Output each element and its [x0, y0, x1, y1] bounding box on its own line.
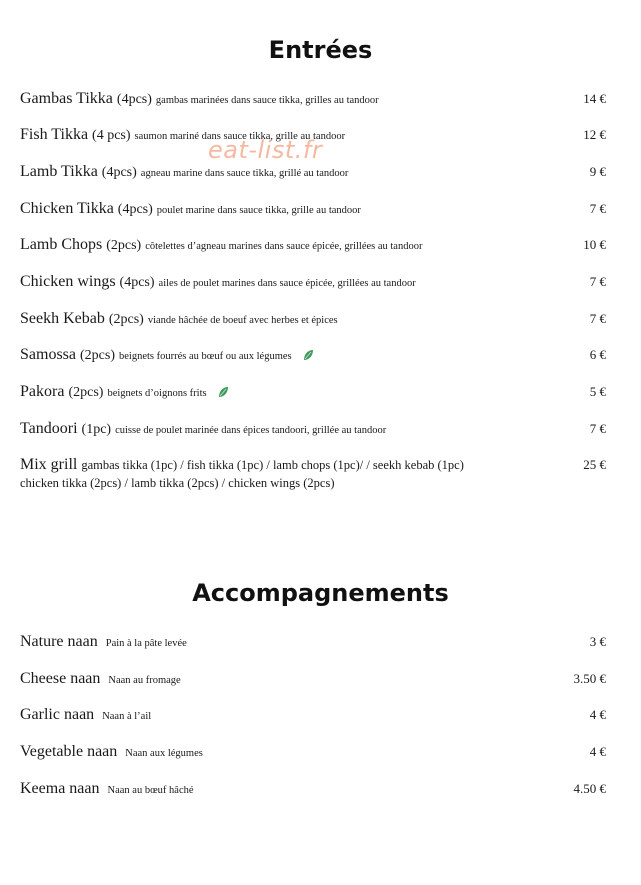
- menu-item: [20, 743, 606, 761]
- item-name: Samossa: [20, 346, 76, 363]
- item-desc: beignets fourrés au bœuf ou aux légumes: [119, 351, 292, 362]
- item-desc: Naan à l’ail: [102, 711, 152, 722]
- item-qty: (2pcs): [106, 238, 142, 253]
- item-price: 9 €: [589, 164, 606, 179]
- item-price: 7 €: [589, 274, 606, 289]
- item-qty: (4 pcs): [92, 128, 131, 143]
- item-desc: agneau marine dans sauce tikka, grillé au tandoor: [140, 168, 349, 179]
- item-name: Cheese naan: [20, 670, 101, 687]
- item-desc: Naan au bœuf hâché: [107, 785, 194, 796]
- menu-item: [20, 200, 606, 218]
- menu-item: [20, 273, 606, 291]
- item-name: Vegetable naan: [20, 743, 118, 760]
- menu-item: [20, 126, 606, 144]
- item-name: Mix grill: [20, 456, 78, 473]
- item-name: Pakora: [20, 383, 65, 400]
- item-name: Chicken Tikka: [20, 200, 114, 217]
- item-desc: beignets d’oignons frits: [107, 388, 207, 399]
- item-desc: viande hâchée de boeuf avec herbes et épices: [147, 315, 338, 326]
- menu-item: [20, 236, 606, 254]
- watermark: eat-list.fr: [208, 136, 323, 164]
- item-qty: (4pcs): [117, 202, 153, 217]
- leaf-icon: [217, 386, 229, 398]
- item-desc: gambas marinées dans sauce tikka, grilles au tandoor: [155, 95, 379, 106]
- item-name: Seekh Kebab: [20, 310, 105, 327]
- menu-item: [20, 780, 606, 798]
- item-desc: poulet marine dans sauce tikka, grille au tandoor: [156, 205, 361, 216]
- item-price: 25 €: [583, 457, 606, 472]
- item-price: 4.50 €: [573, 781, 606, 796]
- item-name: Lamb Tikka: [20, 163, 98, 180]
- item-name: Keema naan: [20, 780, 100, 797]
- item-qty: (4pcs): [116, 92, 152, 107]
- menu-item: [20, 383, 606, 401]
- menu-item: [20, 310, 606, 328]
- item-price: 7 €: [589, 421, 606, 436]
- menu-item: [20, 670, 606, 688]
- item-desc: Pain à la pâte levée: [105, 638, 187, 649]
- item-qty: (2pcs): [80, 348, 115, 363]
- item-price: 14 €: [583, 91, 606, 106]
- accompagnements-title: Accompagnements: [192, 579, 449, 607]
- item-price: 3.50 €: [573, 671, 606, 686]
- item-name: Garlic naan: [20, 706, 95, 723]
- item-qty: (2pcs): [108, 312, 144, 327]
- item-name: Nature naan: [20, 633, 98, 650]
- item-name: Tandoori: [20, 420, 78, 437]
- item-price: 12 €: [583, 127, 606, 142]
- menu-item: [20, 633, 606, 651]
- item-desc: saumon mariné dans sauce tikka, grille au tandoor: [134, 131, 346, 142]
- leaf-icon: [302, 349, 314, 361]
- item-price: 4 €: [589, 744, 606, 759]
- item-qty: (1pc): [81, 422, 112, 437]
- item-price: 6 €: [589, 347, 606, 362]
- item-desc: ailes de poulet marines dans sauce épicée, grillées au tandoor: [158, 278, 416, 289]
- item-price: 7 €: [589, 201, 606, 216]
- item-desc: côtelettes d’agneau marines dans sauce épicée, grillées au tandoor: [145, 241, 423, 252]
- item-name: Gambas Tikka: [20, 90, 113, 107]
- item-price: 5 €: [589, 384, 606, 399]
- entrees-title: Entrées: [268, 36, 373, 64]
- item-desc: gambas tikka (1pc) / fish tikka (1pc) / lamb chops (1pc)/ / seekh kebab (1pc): [81, 458, 464, 472]
- item-desc: cuisse de poulet marinée dans épices tandoori, grillée au tandoor: [115, 425, 387, 436]
- item-price: 7 €: [589, 311, 606, 326]
- item-price: 3 €: [589, 634, 606, 649]
- menu-item: [20, 420, 606, 438]
- item-qty: (4pcs): [101, 165, 137, 180]
- item-qty: (4pcs): [119, 275, 155, 290]
- menu-item: [20, 163, 606, 181]
- item-desc: Naan au fromage: [108, 675, 181, 686]
- menu-item: [20, 346, 606, 364]
- menu-item: [20, 456, 606, 491]
- item-price: 10 €: [583, 237, 606, 252]
- item-name: Fish Tikka: [20, 126, 89, 143]
- item-name: Chicken wings: [20, 273, 116, 290]
- menu-item: [20, 706, 606, 724]
- menu-item: [20, 90, 606, 108]
- item-desc: Naan aux légumes: [125, 748, 203, 759]
- item-price: 4 €: [589, 707, 606, 722]
- item-name: Lamb Chops: [20, 236, 103, 253]
- item-desc-continued: chicken tikka (2pcs) / lamb tikka (2pcs) / chicken wings (2pcs): [20, 476, 335, 490]
- item-qty: (2pcs): [68, 385, 104, 400]
